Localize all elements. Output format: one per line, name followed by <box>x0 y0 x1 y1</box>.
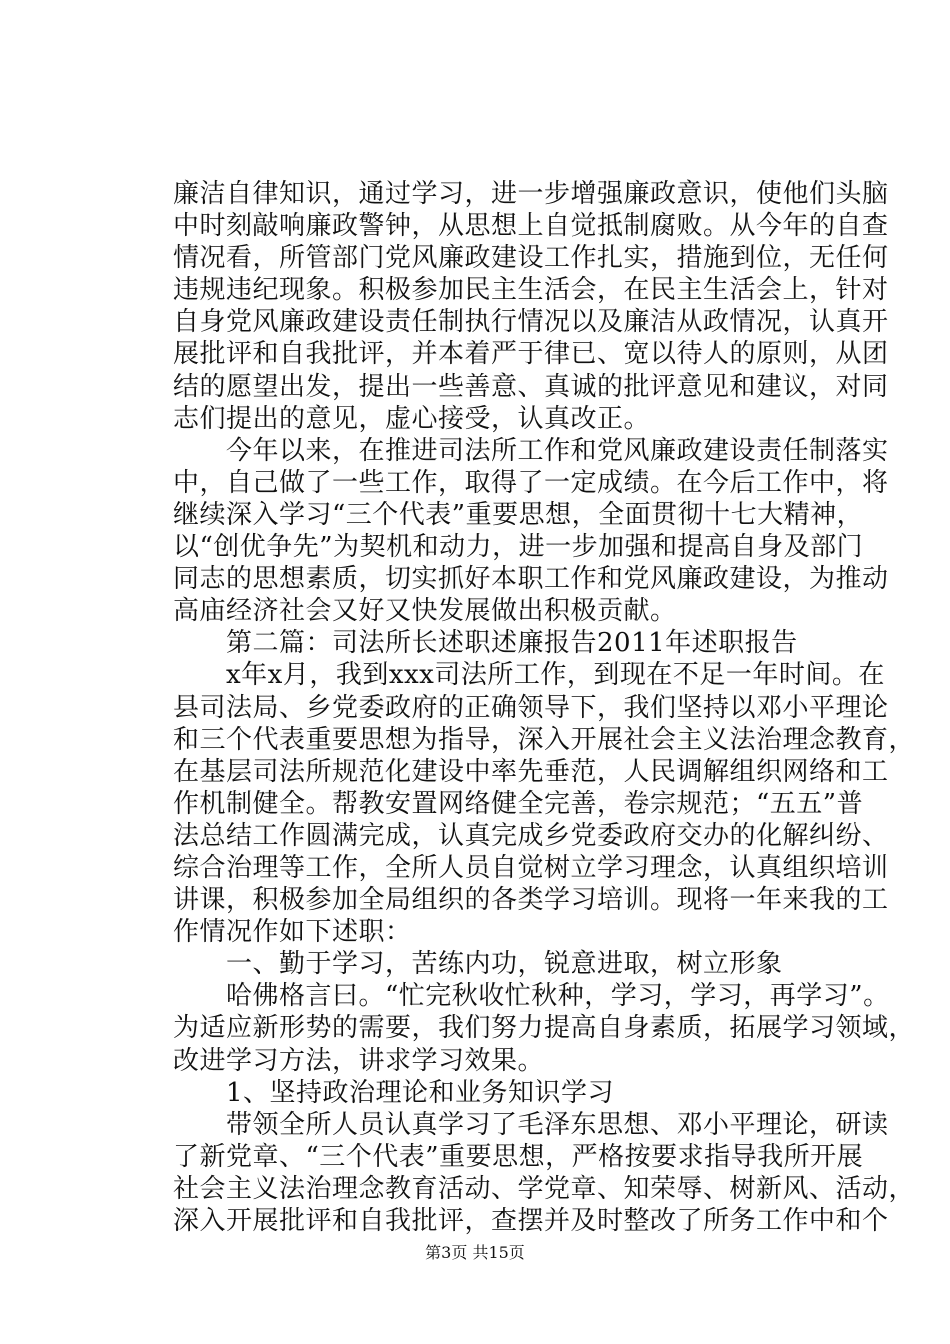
text-line: 同志的思想素质，切实抓好本职工作和党风廉政建设，为推动 <box>173 564 889 595</box>
text-line: 继续深入学习“三个代表”重要思想，全面贯彻十七大精神， <box>173 499 864 530</box>
text-line: 高庙经济社会又好又快发展做出积极贡献。 <box>173 596 677 627</box>
text-line: 结的愿望出发，提出一些善意、真诚的批评意见和建议，对同 <box>173 371 889 402</box>
text-line: 以“创优争先”为契机和动力，进一步加强和提高自身及部门 <box>173 532 864 563</box>
text-line: 了新党章、“三个代表”重要思想，严格按要求指导我所开展 <box>173 1141 864 1172</box>
text-line: 展批评和自我批评，并本着严于律已、宽以待人的原则，从团 <box>173 339 889 370</box>
text-line: 县司法局、乡党委政府的正确领导下，我们坚持以邓小平理论 <box>173 692 889 723</box>
text-line: 今年以来，在推进司法所工作和党风廉政建设责任制落实 <box>173 435 889 466</box>
text-line: 作机制健全。帮教安置网络健全完善，卷宗规范；“五五”普 <box>173 788 864 819</box>
text-line: 作情况作如下述职： <box>173 917 412 948</box>
text-line: 法总结工作圆满完成，认真完成乡党委政府交办的化解纠纷、 <box>173 820 889 851</box>
subsection-heading: 1、坚持政治理论和业务知识学习 <box>173 1077 615 1108</box>
text-line: 社会主义法治理念教育活动、学党章、知荣辱、树新风、活动， <box>173 1173 916 1204</box>
subsection-heading: 一、勤于学习，苦练内功，锐意进取，树立形象 <box>173 949 783 980</box>
document-body <box>173 178 916 1237</box>
text-line: x年x月，我到xxx司法所工作，到现在不足一年时间。在 <box>173 660 885 691</box>
page-number-footer: 第3页 共15页 <box>425 1243 525 1262</box>
text-line: 情况看，所管部门党风廉政建设工作扎实，措施到位，无任何 <box>173 243 889 274</box>
text-line: 综合治理等工作，全所人员自觉树立学习理念，认真组织培训 <box>173 852 889 883</box>
text-line: 哈佛格言曰。“忙完秋收忙秋种，学习，学习，再学习”。 <box>173 981 890 1012</box>
text-line: 带领全所人员认真学习了毛泽东思想、邓小平理论，研读 <box>173 1109 889 1140</box>
text-line: 中时刻敲响廉政警钟，从思想上自觉抵制腐败。从今年的自查 <box>173 211 889 242</box>
text-line: 志们提出的意见，虚心接受，认真改正。 <box>173 403 651 434</box>
text-line: 和三个代表重要思想为指导，深入开展社会主义法治理念教育， <box>173 724 916 755</box>
text-line: 中，自己做了一些工作，取得了一定成绩。在今后工作中，将 <box>173 467 889 498</box>
text-line: 改进学习方法，讲求学习效果。 <box>173 1045 545 1076</box>
section-heading: 第二篇：司法所长述职述廉报告2011年述职报告 <box>173 628 798 659</box>
text-line: 自身党风廉政建设责任制执行情况以及廉洁从政情况，认真开 <box>173 307 889 338</box>
text-line: 为适应新形势的需要，我们努力提高自身素质，拓展学习领域， <box>173 1013 916 1044</box>
text-line: 深入开展批评和自我批评，查摆并及时整改了所务工作中和个 <box>173 1206 889 1236</box>
text-line: 讲课，积极参加全局组织的各类学习培训。现将一年来我的工 <box>173 885 889 916</box>
text-line: 廉洁自律知识，通过学习，进一步增强廉政意识，使他们头脑 <box>173 179 889 209</box>
text-line: 在基层司法所规范化建设中率先垂范，人民调解组织网络和工 <box>173 756 889 787</box>
text-line: 违规违纪现象。积极参加民主生活会，在民主生活会上，针对 <box>173 275 889 306</box>
